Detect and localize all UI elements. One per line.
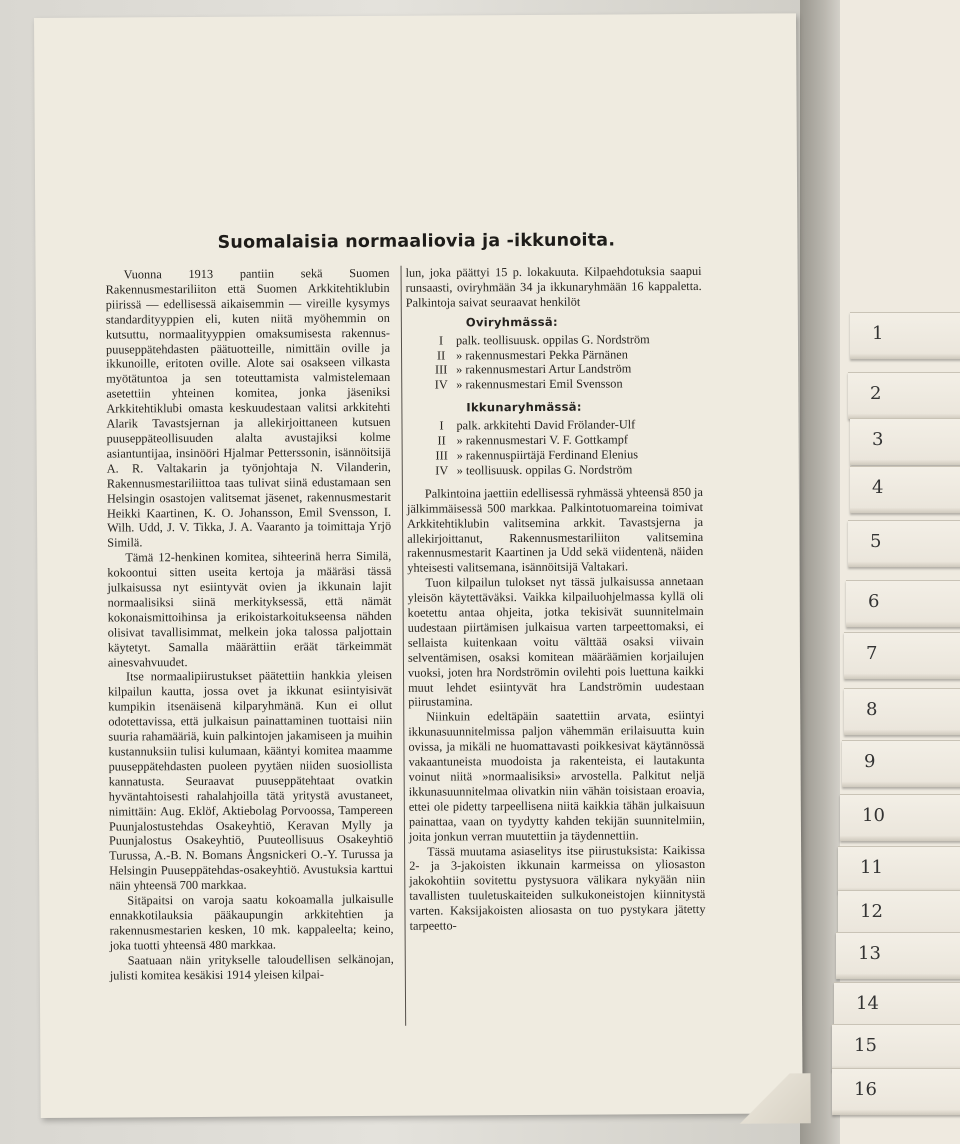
winner-row <box>427 447 703 464</box>
paragraph: Niinkuin edeltäpäin saatettiin arvata, esiintyi ikkunasuunnitelmissa paljon vähemmän erilaisuutta kuin ovissa, ja mikäli ne huomattavasti poikkesivat käytännössä vakaantuneista muodoista ja rakenteista, ei lautakunta voinut niitä »normaalisiksi» arvostella. Palkitut neljä ikkunasuunnitelmaa olivatkin niin vähän toisistaan eroavia, ettei ole pidetty tarpeellisena niitä kaikkia tähän julkaisuun painattaa, vaan on tyydytty kahden tekijän suunnitelmiin, joita jonkun verran muutettiin ja täydennettiin. <box>408 708 705 844</box>
index-tab <box>848 372 960 419</box>
winner-text: » rakennusmestari Emil Svensson <box>456 376 623 392</box>
winner-row <box>426 417 702 434</box>
winner-row <box>426 361 702 378</box>
tab-number: 12 <box>860 901 883 922</box>
winner-text: palk. teollisuusk. oppilas G. Nordström <box>455 331 650 348</box>
tab-number: 7 <box>866 643 878 664</box>
index-tab <box>838 846 960 893</box>
winner-rank: I <box>439 418 444 433</box>
winner-text: » rakennusmestari Pekka Pärnänen <box>456 346 628 362</box>
winner-row <box>426 332 702 349</box>
winner-rank: III <box>435 448 448 463</box>
winner-row <box>427 432 703 449</box>
right-column <box>406 264 706 934</box>
paragraph: Tämä 12-henkinen komitea, sihteerinä herra Similä, kokoontui sitten useita kertoja ja määräsi tässä julkaisussa nyt esiintyvät ovien ja ikkunain lajit normaalisiksi siinä merkityksessä, että nämät kokonaismittoihinsa ja erikoistarkoitukseensa nähden olisivat tavallisimmat, melkein joka talossa paljottain käytetyt. Samalla määrättiin eräät tärkeimmät ainesvahvuudet. <box>107 549 392 670</box>
winner-text: palk. arkkitehti David Frölander-Ulf <box>456 417 636 433</box>
tab-number: 2 <box>870 383 882 404</box>
winner-row <box>426 376 702 393</box>
index-tab <box>850 418 960 465</box>
index-tab <box>844 688 960 735</box>
paragraph: Vuonna 1913 pantiin sekä Suomen Rakennusmestariliiton että Suomen Arkkitehtiklubin piirissä — edellisessä aikaisemmin — vireille kysymys standardityyppien eli, kuten niitä myöhemmin on kutsuttu, normaalityyppien omaksumisesta rakennus-puuseppätehdasten päätuotteille, nimittäin oville ja ikkunoille, eritoten oville. Alote sai osakseen vilkasta myötätuntoa ja sen toteuttamista valmistelemaan asetettiin yhteinen komitea, jonka jäseniksi Arkkitehtiklubi omasta keskuudestaan valitsi arkkitehti Alarik Tavastsjernan ja allekirjoittaneen kutsuen puuseppäteollisuuden alalta avustajiksi kolme asiantuntijaa, insinööri Hjalmar Petterssonin, isännöitsijä A. R. Valtakarin ja työnjohtaja N. Vilanderin, Rakennusmestariliittoa taas tulivat siinä edustamaan sen Helsingin osastojen valitsemat jäsenet, rakennusmestarit Heikki Kaartinen, K. O. Johansson, Emil Svensson, I. Wilh. Udd, J. V. Tikka, J. A. Vaaranto ja toimittaja Yrjö Similä. <box>105 265 392 550</box>
tab-number: 4 <box>872 477 884 498</box>
index-tab <box>836 932 960 979</box>
paragraph: Saatuaan näin yritykselle taloudellisen selkänojan, julisti komitea kesäkisi 1914 yleisen kilpai- <box>109 951 394 983</box>
tab-number: 5 <box>870 531 882 552</box>
tab-number: 10 <box>862 805 885 826</box>
winner-text: » rakennusmestari V. F. Gottkampf <box>456 432 629 448</box>
paragraph: Sitäpaitsi on varoja saatu kokoamalla julkaisulle ennakkotilauksia pääkaupungin arkkitehtien ja rakennusmestarien kesken, 10 mk. kappaleelta; keino, joka tuotti yhteensä 480 markkaa. <box>109 891 394 953</box>
paragraph: lun, joka päättyi 15 p. lokakuuta. Kilpaehdotuksia saapui runsaasti, oviryhmään 34 ja ikkunaryhmään 16 kappaletta. Palkintoja saivat seuraavat henkilöt <box>405 263 702 310</box>
winner-text: » teollisuusk. oppilas G. Nordström <box>456 462 633 478</box>
tab-number: 1 <box>872 323 884 344</box>
index-tab <box>848 520 960 567</box>
index-tab <box>846 580 960 627</box>
winner-row <box>426 346 702 363</box>
tab-number: 6 <box>868 591 880 612</box>
tab-number: 9 <box>864 751 876 772</box>
paragraph: Palkintoina jaettiin edellisessä ryhmässä yhteensä 850 ja jälkimmäisessä 500 markkaa. Palkintotuomareina toimivat Arkkitehtiklubin valitsemina arkkit. Tavastsjerna ja allekirjoittanut, Rakennusmestariliiton valitsemina rakennusmestarit Kaartinen ja Udd sekä viidentenä, näiden yhteisesti valitsemana, isännöitsijä Valtakari. <box>406 484 704 576</box>
index-tab <box>838 890 960 937</box>
index-tab <box>840 794 960 841</box>
tab-number: 16 <box>854 1079 877 1100</box>
folded-corner <box>730 1073 810 1123</box>
door-group-heading: Oviryhmässä: <box>465 314 558 330</box>
paragraph: Tuon kilpailun tulokset nyt tässä julkaisussa annetaan yleisön käytettäväksi. Vaikka kilpailuohjelmassa kyllä oli koetettu antaa ohjeita, jotka tekisivät suunnitelmain uudestaan piirtämisen julkaisua varten tarpeettomaksi, ei sellaista kuitenkaan voitu välttää osaksi viivain selventämisen, osaksi komitean määräämien korjailujen vuoksi, joten hra Nordströmin ovilehti pois luettuna kaikki muut lehdet esiintyvät hra Landströmin uudestaan piirustamina. <box>407 574 705 710</box>
winner-rank: III <box>434 362 448 377</box>
index-tab <box>834 982 960 1029</box>
winner-rank: I <box>438 333 444 348</box>
left-column <box>106 266 394 983</box>
door-winners-list <box>426 332 702 393</box>
index-tab <box>850 466 960 513</box>
tab-number: 14 <box>856 993 879 1014</box>
winner-rank: II <box>437 433 446 448</box>
index-tab <box>832 1024 960 1071</box>
window-group-heading: Ikkunaryhmässä: <box>466 399 582 415</box>
index-tab-stack <box>826 0 960 1144</box>
winner-rank: II <box>436 348 446 363</box>
index-tab <box>844 632 960 679</box>
window-winners-list <box>426 417 702 478</box>
tab-number: 11 <box>860 857 883 878</box>
index-tab <box>842 740 960 787</box>
tab-number: 8 <box>866 699 878 720</box>
tab-number: 15 <box>854 1035 877 1056</box>
index-tab <box>850 312 960 359</box>
winner-text: » rakennusmestari Artur Landström <box>456 361 632 377</box>
paragraph: Itse normaalipiirustukset päätettiin hankkia yleisen kilpailun kautta, jossa ovet ja ikkunat esiintyisivät kumpikin itsenäisenä kilparyhmänä. Kun ei ollut odotettavissa, että julkaisun painattaminen tuottaisi niin suuria rahamääriä, kuin palkintojen jakamiseen ja muihin kustannuksiin tulisi kulumaan, kääntyi komitea maamme puuseppätehdasten puoleen pyytäen niiden suosiollista kannatusta. Seuraavat puuseppätehtaat ovatkin hyväntahtoisesti rahalahjoilla tätä yritystä avustaneet, nimittäin: Aug. Eklöf, Aktiebolag Porvoossa, Tampereen Puunjalostustehdas Osakeyhtiö, Keravan Mylly ja Puunjalostus Osakeyhtiö, Puuteollisuus Osakeyhtiö Turussa, A.-B. N. Bomans Ångsnickeri O.-Y. Turussa ja Helsingin Puuseppätehdas-osakeyhtiö. Avustuksia karttui näin yhteensä 700 markkaa. <box>108 668 394 893</box>
index-tab <box>832 1068 960 1115</box>
tab-number: 3 <box>872 429 884 450</box>
paragraph: Tässä muutama asiaselitys itse piirustuksista: Kaikissa 2- ja 3-jakoisten ikkunain karmeissa on yliosaston jakokohtiin sovitettu pystysuora välikara nykyään niin tavallisten tuuletuskaiteiden sulkukoneistojen kiinnitystä varten. Kaksijakoisten aliosasta on tuo pystykara jätetty tarpeetto- <box>409 842 706 933</box>
winner-rank: IV <box>434 377 448 392</box>
tab-number: 13 <box>858 943 881 964</box>
winner-rank: IV <box>435 463 449 478</box>
document-title: Suomalaisia normaaliovia ja -ikkunoita. <box>217 230 616 253</box>
winner-text: » rakennuspiirtäjä Ferdinand Elenius <box>456 447 639 463</box>
document-sheet <box>34 13 803 1118</box>
winner-row <box>427 462 703 479</box>
